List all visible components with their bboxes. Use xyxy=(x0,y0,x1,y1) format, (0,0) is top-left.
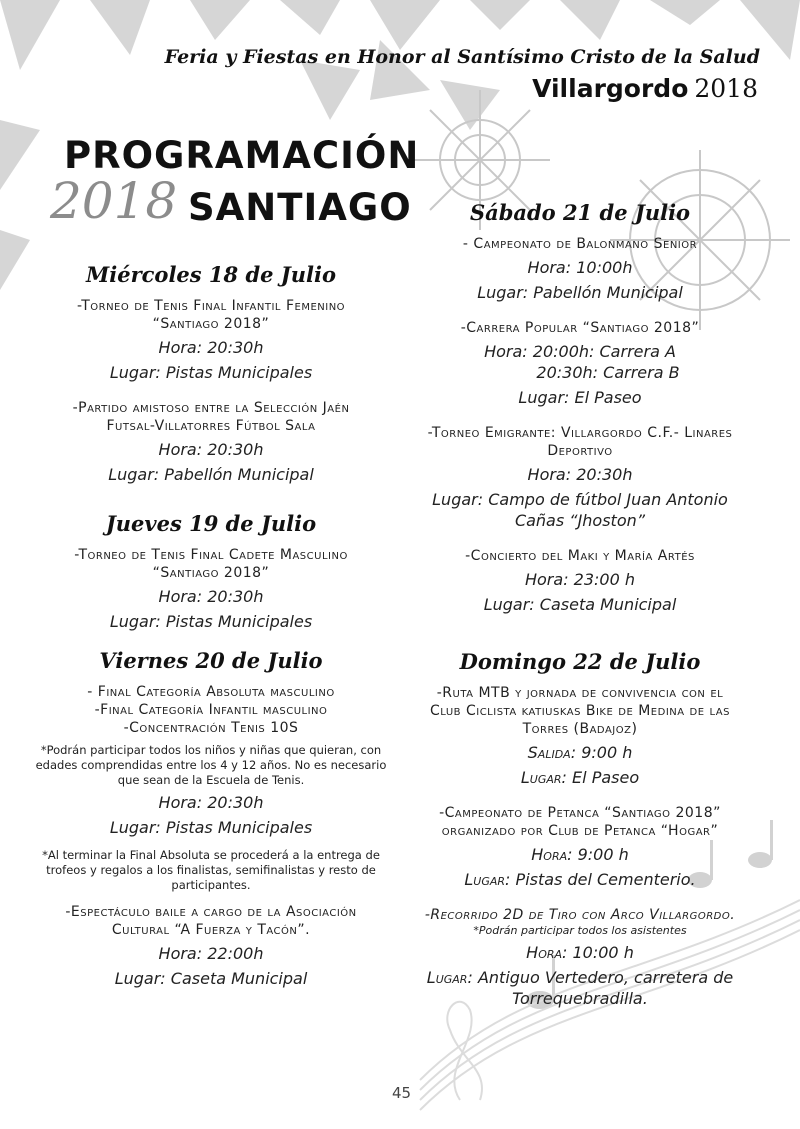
event-line: Deportivo xyxy=(547,443,613,459)
day-title-21: Sábado 21 de Julio xyxy=(469,200,691,225)
event-place: Lugar: El Paseo xyxy=(518,388,642,407)
day-title-20: Viernes 20 de Julio xyxy=(99,648,323,673)
event-tenis-infantil-femenino xyxy=(26,297,396,383)
event-finales-tenis xyxy=(26,683,396,737)
event-line: Cultural “A Fuerza y Tacón”. xyxy=(111,922,311,938)
event-time: Hora: 9:00 h xyxy=(531,845,629,864)
day-title-19: Jueves 19 de Julio xyxy=(105,511,317,536)
left-column xyxy=(26,262,396,1005)
festival-year: 2018 xyxy=(694,74,758,103)
event-time: Hora: 20:30h xyxy=(527,465,633,484)
event-concierto xyxy=(395,547,765,615)
event-carrera-popular xyxy=(395,319,765,408)
event-line: -Campeonato de Petanca “Santiago 2018” xyxy=(439,805,721,821)
day-title-22: Domingo 22 de Julio xyxy=(459,649,701,674)
event-line: “Santiago 2018” xyxy=(152,316,270,332)
event-note: *Al terminar la Final Absoluta se procederá a la entrega de trofeos y regalos a los finalistas, semifinalistas y resto de participantes. xyxy=(42,848,380,892)
event-time: Hora: 22:00h xyxy=(158,944,264,963)
event-line: -Carrera Popular “Santiago 2018” xyxy=(460,320,700,336)
event-time: Hora: 10:00 h xyxy=(526,943,634,962)
event-place: Lugar: Pistas del Cementerio. xyxy=(464,870,696,889)
event-line: -Espectáculo baile a cargo de la Asociación xyxy=(65,904,357,920)
event-line: -Torneo de Tenis Final Infantil Femenino xyxy=(76,298,346,314)
event-ruta-mtb xyxy=(395,684,765,788)
event-place-2: Cañas “Jhoston” xyxy=(514,511,646,530)
event-note: *Podrán participar todos los niños y niñas que quieran, con edades comprendidas entre los 4 y 12 años. No es necesario que sean de la Escuela de Tenis. xyxy=(35,743,387,787)
event-line: -Concierto del Maki y María Artés xyxy=(465,548,695,564)
event-petanca xyxy=(395,804,765,890)
event-line: -Recorrido 2D de Tiro con Arco Villargordo. xyxy=(424,907,736,923)
event-line: Futsal-Villatorres Fútbol Sala xyxy=(106,418,316,434)
event-time: Hora: 20:30h xyxy=(158,338,264,357)
event-line: Torres (Badajoz) xyxy=(522,721,638,737)
event-partido-futsal xyxy=(26,399,396,485)
event-tiro-con-arco xyxy=(395,906,765,1009)
festival-town-year xyxy=(532,74,758,103)
page-number: 45 xyxy=(392,1084,412,1102)
event-place: Lugar: El Paseo xyxy=(520,768,640,787)
event-line: -Torneo Emigrante: Villargordo C.F.- Linares xyxy=(427,425,733,441)
right-column xyxy=(395,200,765,1025)
event-place: Lugar: Pistas Municipales xyxy=(109,818,313,837)
event-tenis-cadete-masculino xyxy=(26,546,396,632)
event-place: Lugar: Caseta Municipal xyxy=(114,969,308,988)
event-time: Hora: 10:00h xyxy=(527,258,633,277)
event-time: Hora: 23:00 h xyxy=(524,570,636,589)
event-line: “Santiago 2018” xyxy=(152,565,270,581)
event-line: organizado por Club de Petanca “Hogar” xyxy=(441,823,719,839)
program-year: 2018 xyxy=(50,172,178,230)
event-espectaculo-baile xyxy=(26,903,396,989)
program-name: SANTIAGO xyxy=(188,186,412,229)
event-place: Lugar: Pistas Municipales xyxy=(109,612,313,631)
event-line: -Concentración Tenis 10S xyxy=(123,720,299,736)
event-line: -Final Categoría Infantil masculino xyxy=(94,702,328,718)
event-note: *Podrán participar todos los asistentes xyxy=(473,924,687,937)
event-line: -Torneo de Tenis Final Cadete Masculino xyxy=(74,547,348,563)
event-place: Lugar: Pistas Municipales xyxy=(109,363,313,382)
event-balonmano xyxy=(395,235,765,303)
event-time: Hora: 20:30h xyxy=(158,587,264,606)
event-time-2: 20:30h: Carrera B xyxy=(536,363,680,382)
day-title-18: Miércoles 18 de Julio xyxy=(86,262,336,287)
event-place: Lugar: Campo de fútbol Juan Antonio xyxy=(432,490,728,509)
event-line: -Partido amistoso entre la Selección Jaén xyxy=(72,400,350,416)
town-name: Villargordo xyxy=(532,74,689,103)
event-place: Lugar: Pabellón Municipal xyxy=(108,465,314,484)
event-time: Hora: 20:30h xyxy=(158,440,264,459)
program-title: PROGRAMACIÓN xyxy=(64,134,420,177)
event-time: Hora: 20:30h xyxy=(158,793,264,812)
event-place: Lugar: Antiguo Vertedero, carretera de xyxy=(426,968,734,987)
event-place: Lugar: Caseta Municipal xyxy=(483,595,677,614)
festival-title: Feria y Fiestas en Honor al Santísimo Cristo de la Salud xyxy=(164,46,760,68)
event-place-2: Torrequebradilla. xyxy=(512,989,648,1008)
event-time: Salida: 9:00 h xyxy=(527,743,633,762)
event-line: - Final Categoría Absoluta masculino xyxy=(87,684,335,700)
event-line: - Campeonato de Balonmano Senior xyxy=(462,236,698,252)
event-time: Hora: 20:00h: Carrera A xyxy=(484,342,676,361)
event-line: -Ruta MTB y jornada de convivencia con el xyxy=(436,685,724,701)
event-line: Club Ciclista katiuskas Bike de Medina de las xyxy=(430,703,730,719)
event-place: Lugar: Pabellón Municipal xyxy=(477,283,683,302)
event-torneo-emigrante xyxy=(395,424,765,531)
